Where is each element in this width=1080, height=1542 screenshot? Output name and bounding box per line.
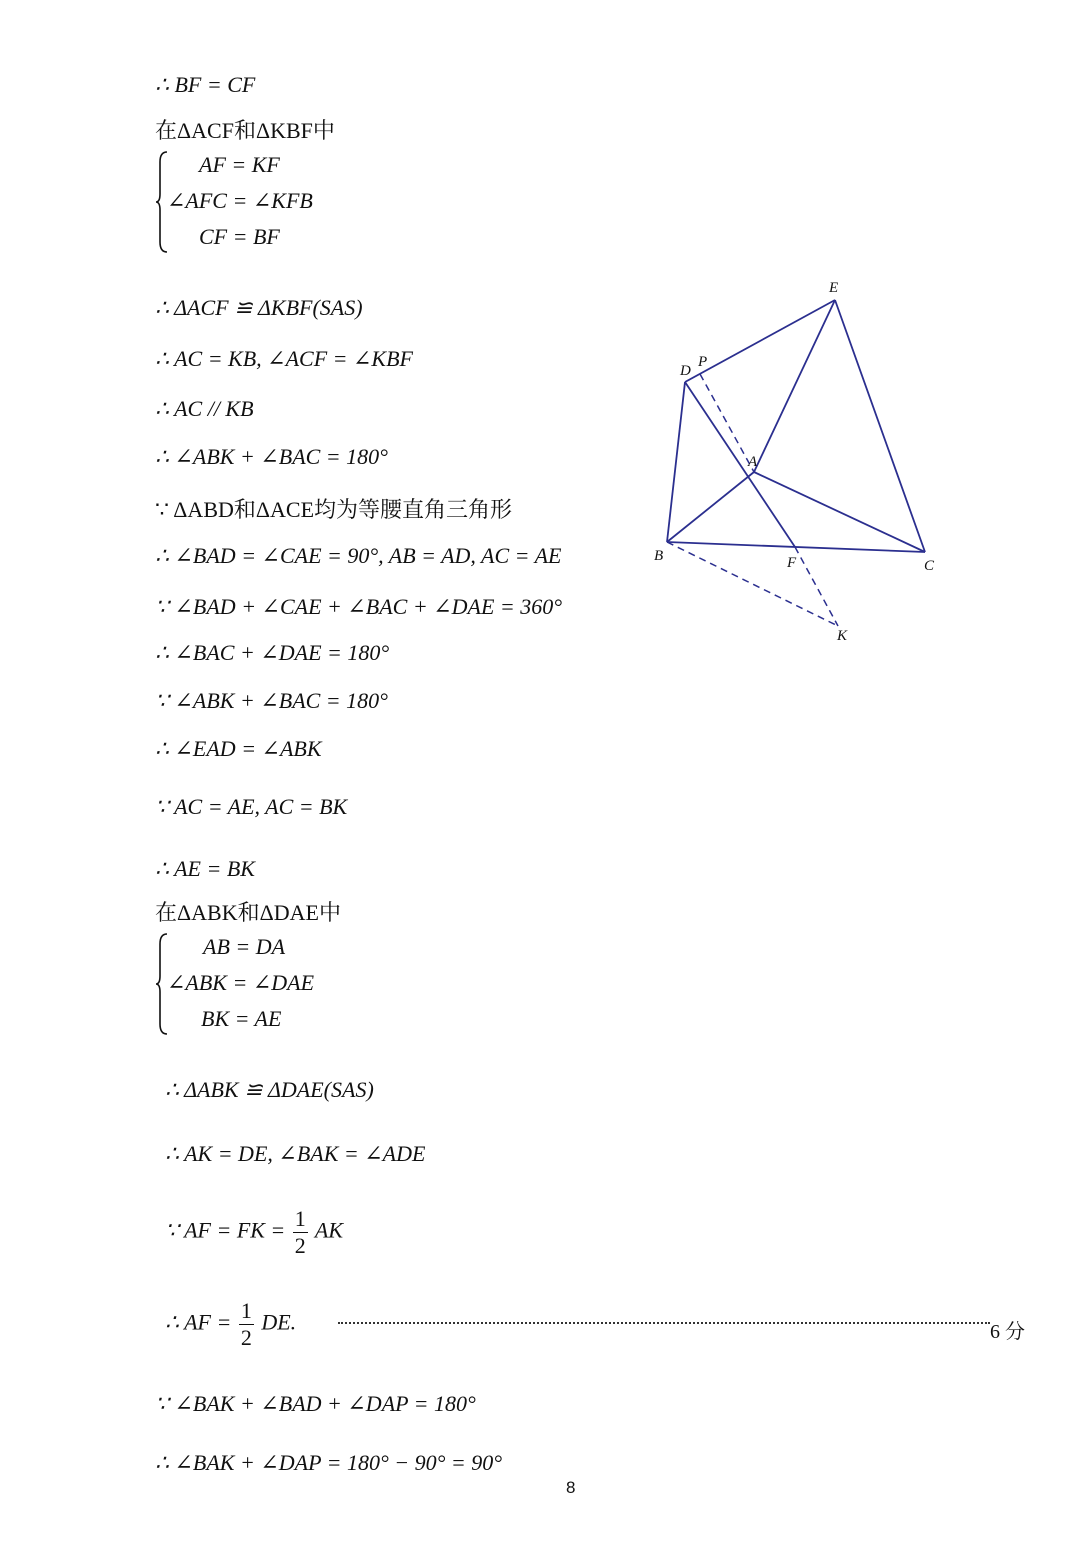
proof-line-17: ∴ AK = DE, ∠BAK = ∠ADE xyxy=(165,1141,426,1166)
equation-system-2 xyxy=(155,932,355,1036)
proof-line-7: ∵ ΔABD和ΔACE均为等腰直角三角形 xyxy=(155,497,513,522)
proof-line-16: ∴ ΔABK ≌ ΔDAE(SAS) xyxy=(165,1077,374,1102)
fraction-numerator: 1 xyxy=(240,1298,252,1323)
point-label-F: F xyxy=(787,555,797,571)
proof-line-18-suffix: AK xyxy=(314,1217,344,1243)
page-number: 8 xyxy=(566,1478,576,1497)
segment-DB xyxy=(667,382,685,542)
system1-row-2: ∠AFC = ∠KFB xyxy=(167,188,313,213)
proof-line-6: ∴ ∠ABK + ∠BAC = 180° xyxy=(155,444,388,469)
proof-line-4: ∴ AC = KB, ∠ACF = ∠KBF xyxy=(155,346,413,371)
fraction-half xyxy=(293,1206,308,1259)
system2-row-3: BK = AE xyxy=(201,1006,282,1031)
proof-line-14: ∴ AE = BK xyxy=(155,856,255,881)
score-label: 6 分 xyxy=(990,1321,1025,1343)
proof-line-21: ∴ ∠BAK + ∠DAP = 180° − 90° = 90° xyxy=(155,1450,503,1475)
proof-line-19 xyxy=(165,1298,296,1351)
proof-line-20: ∵ ∠BAK + ∠BAD + ∠DAP = 180° xyxy=(155,1391,476,1416)
segment-BK-dashed xyxy=(667,542,838,626)
point-label-E: E xyxy=(829,280,839,296)
segment-AC xyxy=(754,472,925,552)
point-label-K: K xyxy=(837,628,848,644)
segment-PA-dashed xyxy=(700,374,754,472)
proof-line-1: ∴ BF = CF xyxy=(155,72,256,97)
fraction-denominator: 2 xyxy=(240,1325,252,1350)
system1-row-3: CF = BF xyxy=(199,224,280,249)
proof-line-18 xyxy=(165,1206,343,1259)
proof-line-13: ∵ AC = AE, AC = BK xyxy=(155,794,348,819)
segment-DF xyxy=(685,382,795,547)
point-label-D: D xyxy=(680,363,691,379)
segment-FK-dashed xyxy=(795,547,838,626)
proof-line-11: ∵ ∠ABK + ∠BAC = 180° xyxy=(155,688,388,713)
dot-leader xyxy=(338,1322,990,1324)
geometry-figure xyxy=(640,270,950,650)
fraction-numerator: 1 xyxy=(294,1206,306,1231)
proof-line-8: ∴ ∠BAD = ∠CAE = 90°, AB = AD, AC = AE xyxy=(155,543,562,568)
proof-line-2: 在ΔACF和ΔKBF中 xyxy=(155,118,335,143)
proof-line-18-prefix: ∵ AF = FK = xyxy=(165,1217,286,1243)
fraction-half xyxy=(239,1298,254,1351)
fraction-denominator: 2 xyxy=(294,1233,306,1258)
segment-EA xyxy=(754,300,835,472)
equation-system-1 xyxy=(155,150,355,254)
point-label-B: B xyxy=(654,548,664,564)
segment-BC xyxy=(667,542,925,552)
system2-row-2: ∠ABK = ∠DAE xyxy=(167,970,315,995)
proof-line-3: ∴ ΔACF ≌ ΔKBF(SAS) xyxy=(155,295,363,320)
proof-line-19-suffix: DE. xyxy=(261,1309,297,1335)
proof-line-10: ∴ ∠BAC + ∠DAE = 180° xyxy=(155,640,390,665)
point-label-A: A xyxy=(748,454,758,470)
segment-EC xyxy=(835,300,925,552)
proof-line-5: ∴ AC // KB xyxy=(155,396,254,421)
proof-line-9: ∵ ∠BAD + ∠CAE + ∠BAC + ∠DAE = 360° xyxy=(155,594,563,619)
system2-row-1: AB = DA xyxy=(203,934,286,959)
proof-line-15: 在ΔABK和ΔDAE中 xyxy=(155,900,341,925)
proof-line-19-prefix: ∴ AF = xyxy=(165,1309,232,1335)
proof-line-12: ∴ ∠EAD = ∠ABK xyxy=(155,736,322,761)
point-label-P: P xyxy=(698,354,708,370)
segment-DE xyxy=(685,300,835,382)
point-label-C: C xyxy=(924,558,935,574)
system1-row-1: AF = KF xyxy=(199,152,280,177)
segment-BA xyxy=(667,472,754,542)
